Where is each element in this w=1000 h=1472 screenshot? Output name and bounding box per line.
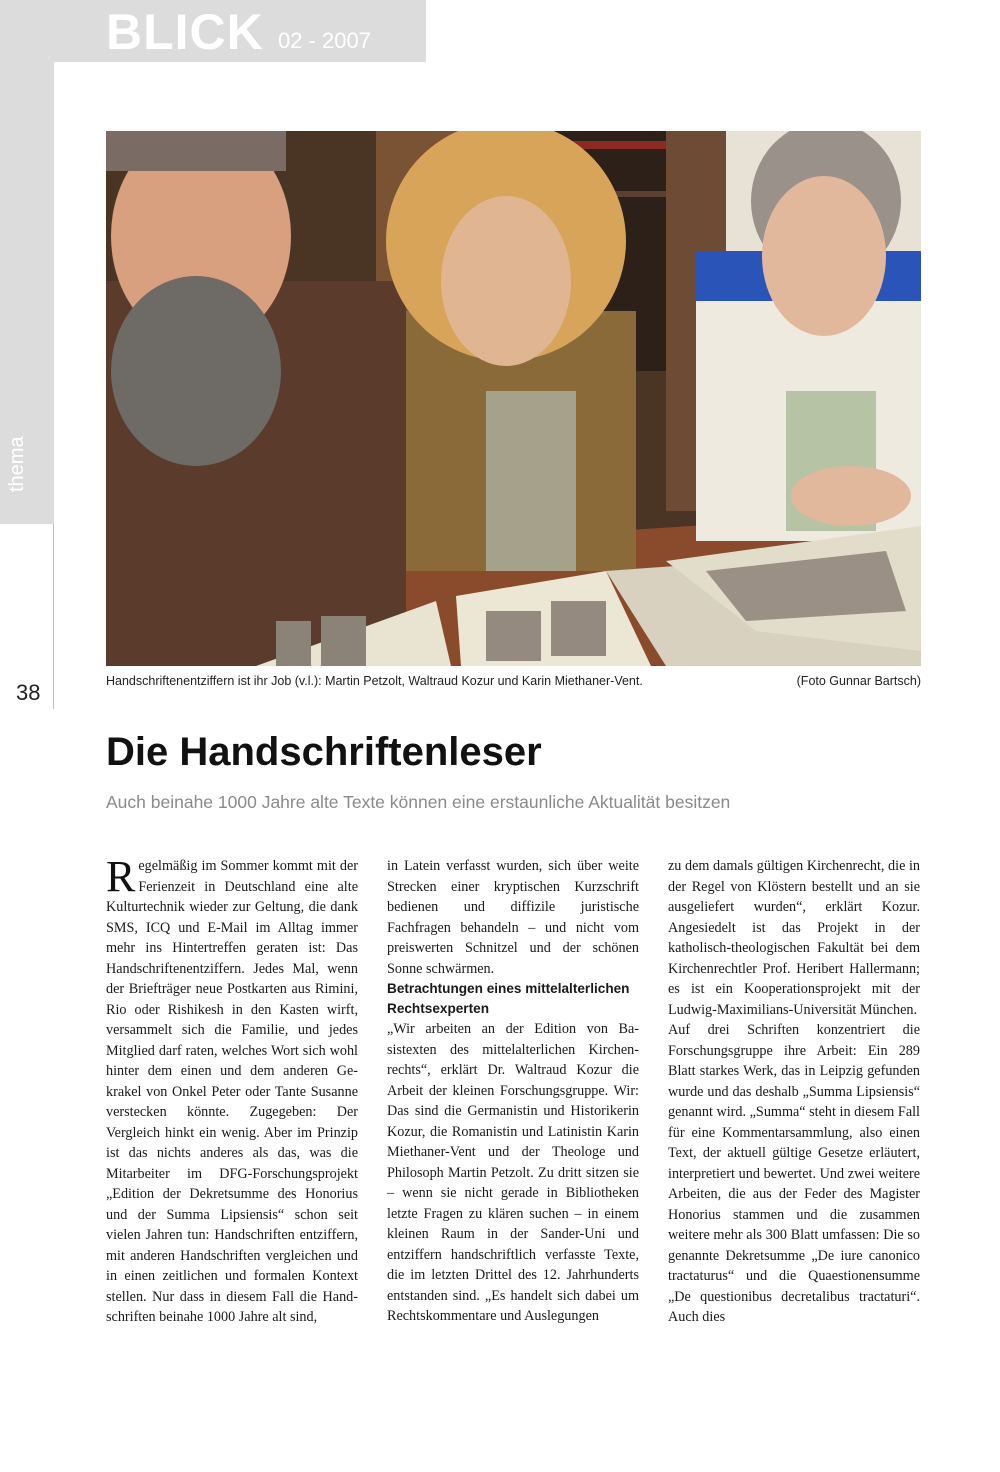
- photo-illustration: [106, 131, 921, 666]
- caption-text: Handschriftenentziffern ist ihr Job (v.l.): Martin Petzolt, Waltraud Kozur und Karin Miethaner-Vent.: [106, 674, 643, 688]
- paragraph: Auf drei Schriften konzentriert die Forschungsgruppe ihre Arbeit: Ein 289 Blatt starkes Werk, das in Leipzig gefunden wurde und das deshalb „Summa Lipsiensis“ genannt wird. „Summa“ steht in diesem Fall für eine Kommentarsammlung, also einen Text, der aktuell gültige Gesetze erläutert, interpretiert und bewertet. Und zwei weitere Arbeiten, die aus der Feder des Magister Honorius stammen und die zusammen weitere mehr als 300 Blatt umfassen: Die so genannte Dekretsumme „De iure canonico tractaturus“ und die Quaestionensumme „De questionibus decretalibus tractaturi“. Auch dies: [668, 1022, 920, 1325]
- photo-caption: [106, 673, 921, 689]
- article-title: Die Handschriftenleser: [106, 730, 542, 774]
- paragraph: in Latein verfasst wurden, sich über weite Strecken einer kryptischen Kurzschrift bedienen und diffizile juristische Fachfragen behandeln – und nicht vom preiswerten Schnitzel und der schönen Sonne schwärmen.: [387, 858, 639, 977]
- magazine-title: BLICK: [106, 4, 264, 60]
- page-number: 38: [16, 680, 41, 705]
- text-column-2: [387, 856, 639, 1327]
- article-subtitle: Auch beinahe 1000 Jahre alte Texte können eine erstaunliche Aktualität besitzen: [106, 792, 731, 812]
- text-column-1: [106, 852, 358, 1328]
- drop-cap: R: [106, 852, 136, 901]
- issue-number: 02 - 2007: [278, 28, 371, 53]
- section-sidebar: [0, 62, 54, 524]
- sidebar-divider: [53, 524, 54, 709]
- masthead: [0, 0, 426, 62]
- paragraph: „Wir arbeiten an der Edition von Basistexten des mittelalterlichen Kirchenrechts“, erklärt Dr. Waltraud Kozur die Arbeit der kleinen Forschungsgruppe. Wir: Das sind die Germanistin und Historikerin Kozur, die Romanistin und Latinistin Karin Miethaner-Vent und der Theologe und Philosoph Martin Petzolt. Zu dritt sitzen sie – wenn sie nicht gerade in Bibliotheken letzte Fragen zu klären suchen – in einem kleinen Raum in der Sander-Uni und entziffern handschriftlich verfasste Texte, die im letzten Drittel des 12. Jahrhunderts entstanden sind. „Es handelt sich dabei um Rechtskommentare und Auslegungen: [387, 1021, 639, 1324]
- paragraph: zu dem damals gültigen Kirchenrecht, die in der Regel von Klöstern bestellt und an sie ausgeliefert wurden“, erklärt Kozur. Angesiedelt ist das Projekt in der katholisch-theologischen Fakultät bei dem Kirchenrechtler Prof. Heribert Hallermann; es ist ein Kooperationsprojekt mit der Ludwig-Maximilians-Universität München.: [668, 858, 920, 1018]
- section-subhead: Betrachtungen eines mittelalterlichen Rechtsexperten: [387, 981, 630, 1016]
- article-photo: [106, 131, 921, 666]
- photo-credit: (Foto Gunnar Bartsch): [796, 674, 921, 688]
- section-label: thema: [6, 436, 28, 492]
- paragraph: egelmäßig im Sommer kommt mit der Ferienzeit in Deutschland eine alte Kulturtechnik wieder zur Geltung, die dank SMS, ICQ und E-Mail im Alltag immer mehr ins Hintertreffen geraten ist: Das Handschriftenentziffern. Jedes Mal, wenn der Briefträger neue Postkarten aus Rimini, Rio oder Rishikesh in den Kasten wirft, versammelt sich die Familie, und jedes Mitglied darf raten, welches Wort sich wohl hinter dem einen und dem anderen Gekrakel von Onkel Peter oder Tante Susanne verstecken könnte. Zugegeben: Der Vergleich hinkt ein wenig. Aber im Prinzip ist das nichts anderes als das, was die Mitarbeiter im DFG-Forschungsprojekt „Edition der Dekretsumme des Honorius und der Summa Lipsiensis“ schon seit vielen Jahren tun: Handschriften entziffern, mit anderen Handschriften vergleichen und in einen zeitlichen und formalen Kontext stellen. Nur dass in diesem Fall die Handschriften beinahe 1000 Jahre alt sind,: [106, 858, 358, 1325]
- text-column-3: [668, 856, 920, 1328]
